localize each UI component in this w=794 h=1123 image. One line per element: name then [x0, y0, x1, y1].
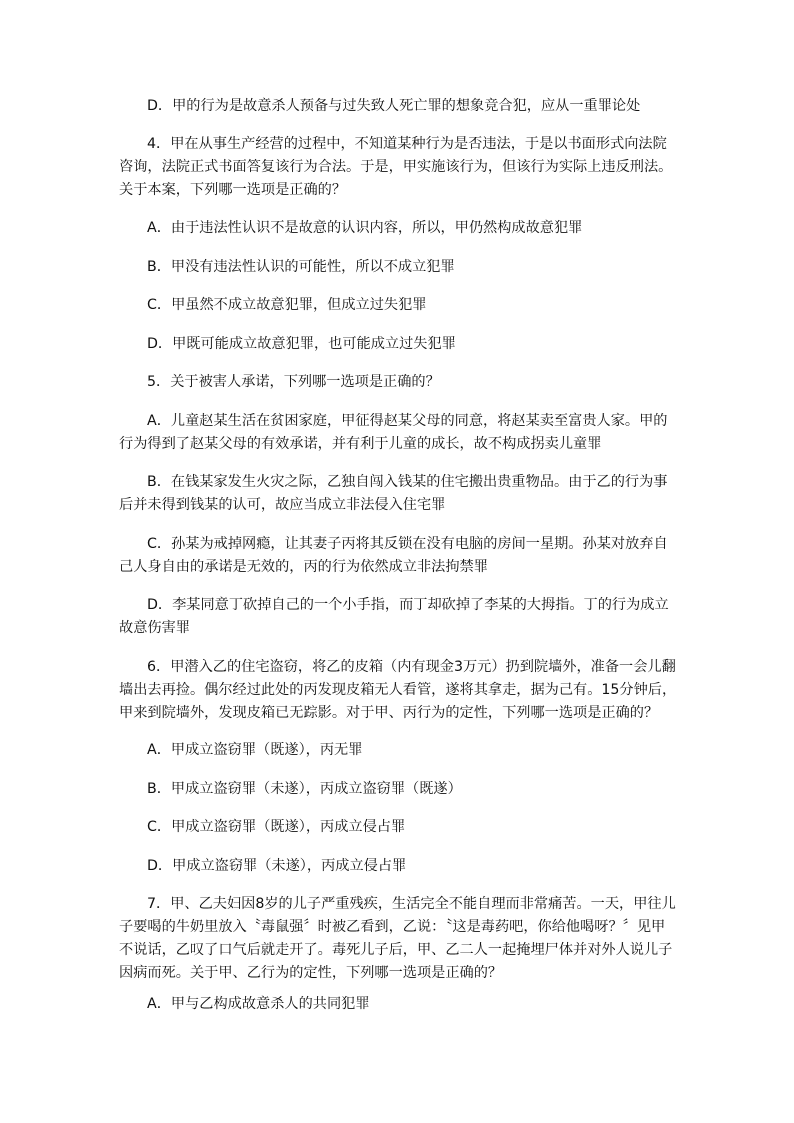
question-6: 6．甲潜入乙的住宅盗窃，将乙的皮箱（内有现金3万元）扔到院墙外，准备一会儿翻墙出去再捡。偶尔经过此处的丙发现皮箱无人看管，遂将其拿走，据为己有。15分钟后，甲来到院墙外，发现皮箱已无踪影。对于甲、丙行为的定性，下列哪一选项是正确的？: [119, 659, 677, 721]
option-c-q4: C．甲虽然不成立故意犯罪，但成立过失犯罪: [147, 297, 427, 313]
option-d-q5: D．李某同意丁砍掉自己的一个小手指，而丁却砍掉了李某的大拇指。丁的行为成立故意伤害罪: [119, 597, 669, 636]
option-d-q4: D．甲既可能成立故意犯罪，也可能成立过失犯罪: [147, 336, 456, 352]
option-d-q3: D．甲的行为是故意杀人预备与过失致人死亡罪的想象竞合犯，应从一重罪论处: [147, 98, 641, 114]
option-a-q5: A．儿童赵某生活在贫困家庭，甲征得赵某父母的同意，将赵某卖至富贵人家。甲的行为得到了赵某父母的有效承诺，并有利于儿童的成长，故不构成拐卖儿童罪: [119, 413, 668, 452]
option-a-q4: A．由于违法性认识不是故意的认识内容，所以，甲仍然构成故意犯罪: [147, 220, 583, 236]
option-a-q6: A．甲成立盗窃罪（既遂），丙无罪: [147, 742, 363, 758]
option-b-q4: B．甲没有违法性认识的可能性，所以不成立犯罪: [147, 259, 455, 275]
question-4: 4．甲在从事生产经营的过程中，不知道某种行为是否违法，于是以书面形式向法院咨询，法院正式书面答复该行为合法。于是，甲实施该行为，但该行为实际上违反刑法。关于本案，下列哪一选项是正确的？: [119, 136, 673, 198]
question-5: 5．关于被害人承诺，下列哪一选项是正确的？: [147, 374, 440, 390]
option-d-q6: D．甲成立盗窃罪（未遂），丙成立侵占罪: [147, 858, 407, 874]
option-c-q6: C．甲成立盗窃罪（既遂），丙成立侵占罪: [147, 819, 406, 835]
option-c-q5: C．孙某为戒掉网瘾，让其妻子丙将其反锁在没有电脑的房间一星期。孙某对放弃自己人身自由的承诺是无效的，丙的行为依然成立非法拘禁罪: [119, 536, 668, 575]
question-7: 7．甲、乙夫妇因8岁的儿子严重残疾，生活完全不能自理而非常痛苦。一天，甲往儿子要喝的牛奶里放入〝毒鼠强〞时被乙看到，乙说：〝这是毒药吧，你给他喝呀？〞见甲不说话，乙叹了口气后就走开了。毒死儿子后，甲、乙二人一起掩埋尸体并对外人说儿子因病而死。关于甲、乙行为的定性，下列哪一选项是正确的？: [119, 896, 676, 981]
option-a-q7: A．甲与乙构成故意杀人的共同犯罪: [147, 996, 370, 1012]
option-b-q5: B．在钱某家发生火灾之际，乙独自闯入钱某的住宅搬出贵重物品。由于乙的行为事后并未得到钱某的认可，故应当成立非法侵入住宅罪: [119, 474, 668, 513]
option-b-q6: B．甲成立盗窃罪（未遂），丙成立盗窃罪（既遂）: [147, 781, 462, 797]
